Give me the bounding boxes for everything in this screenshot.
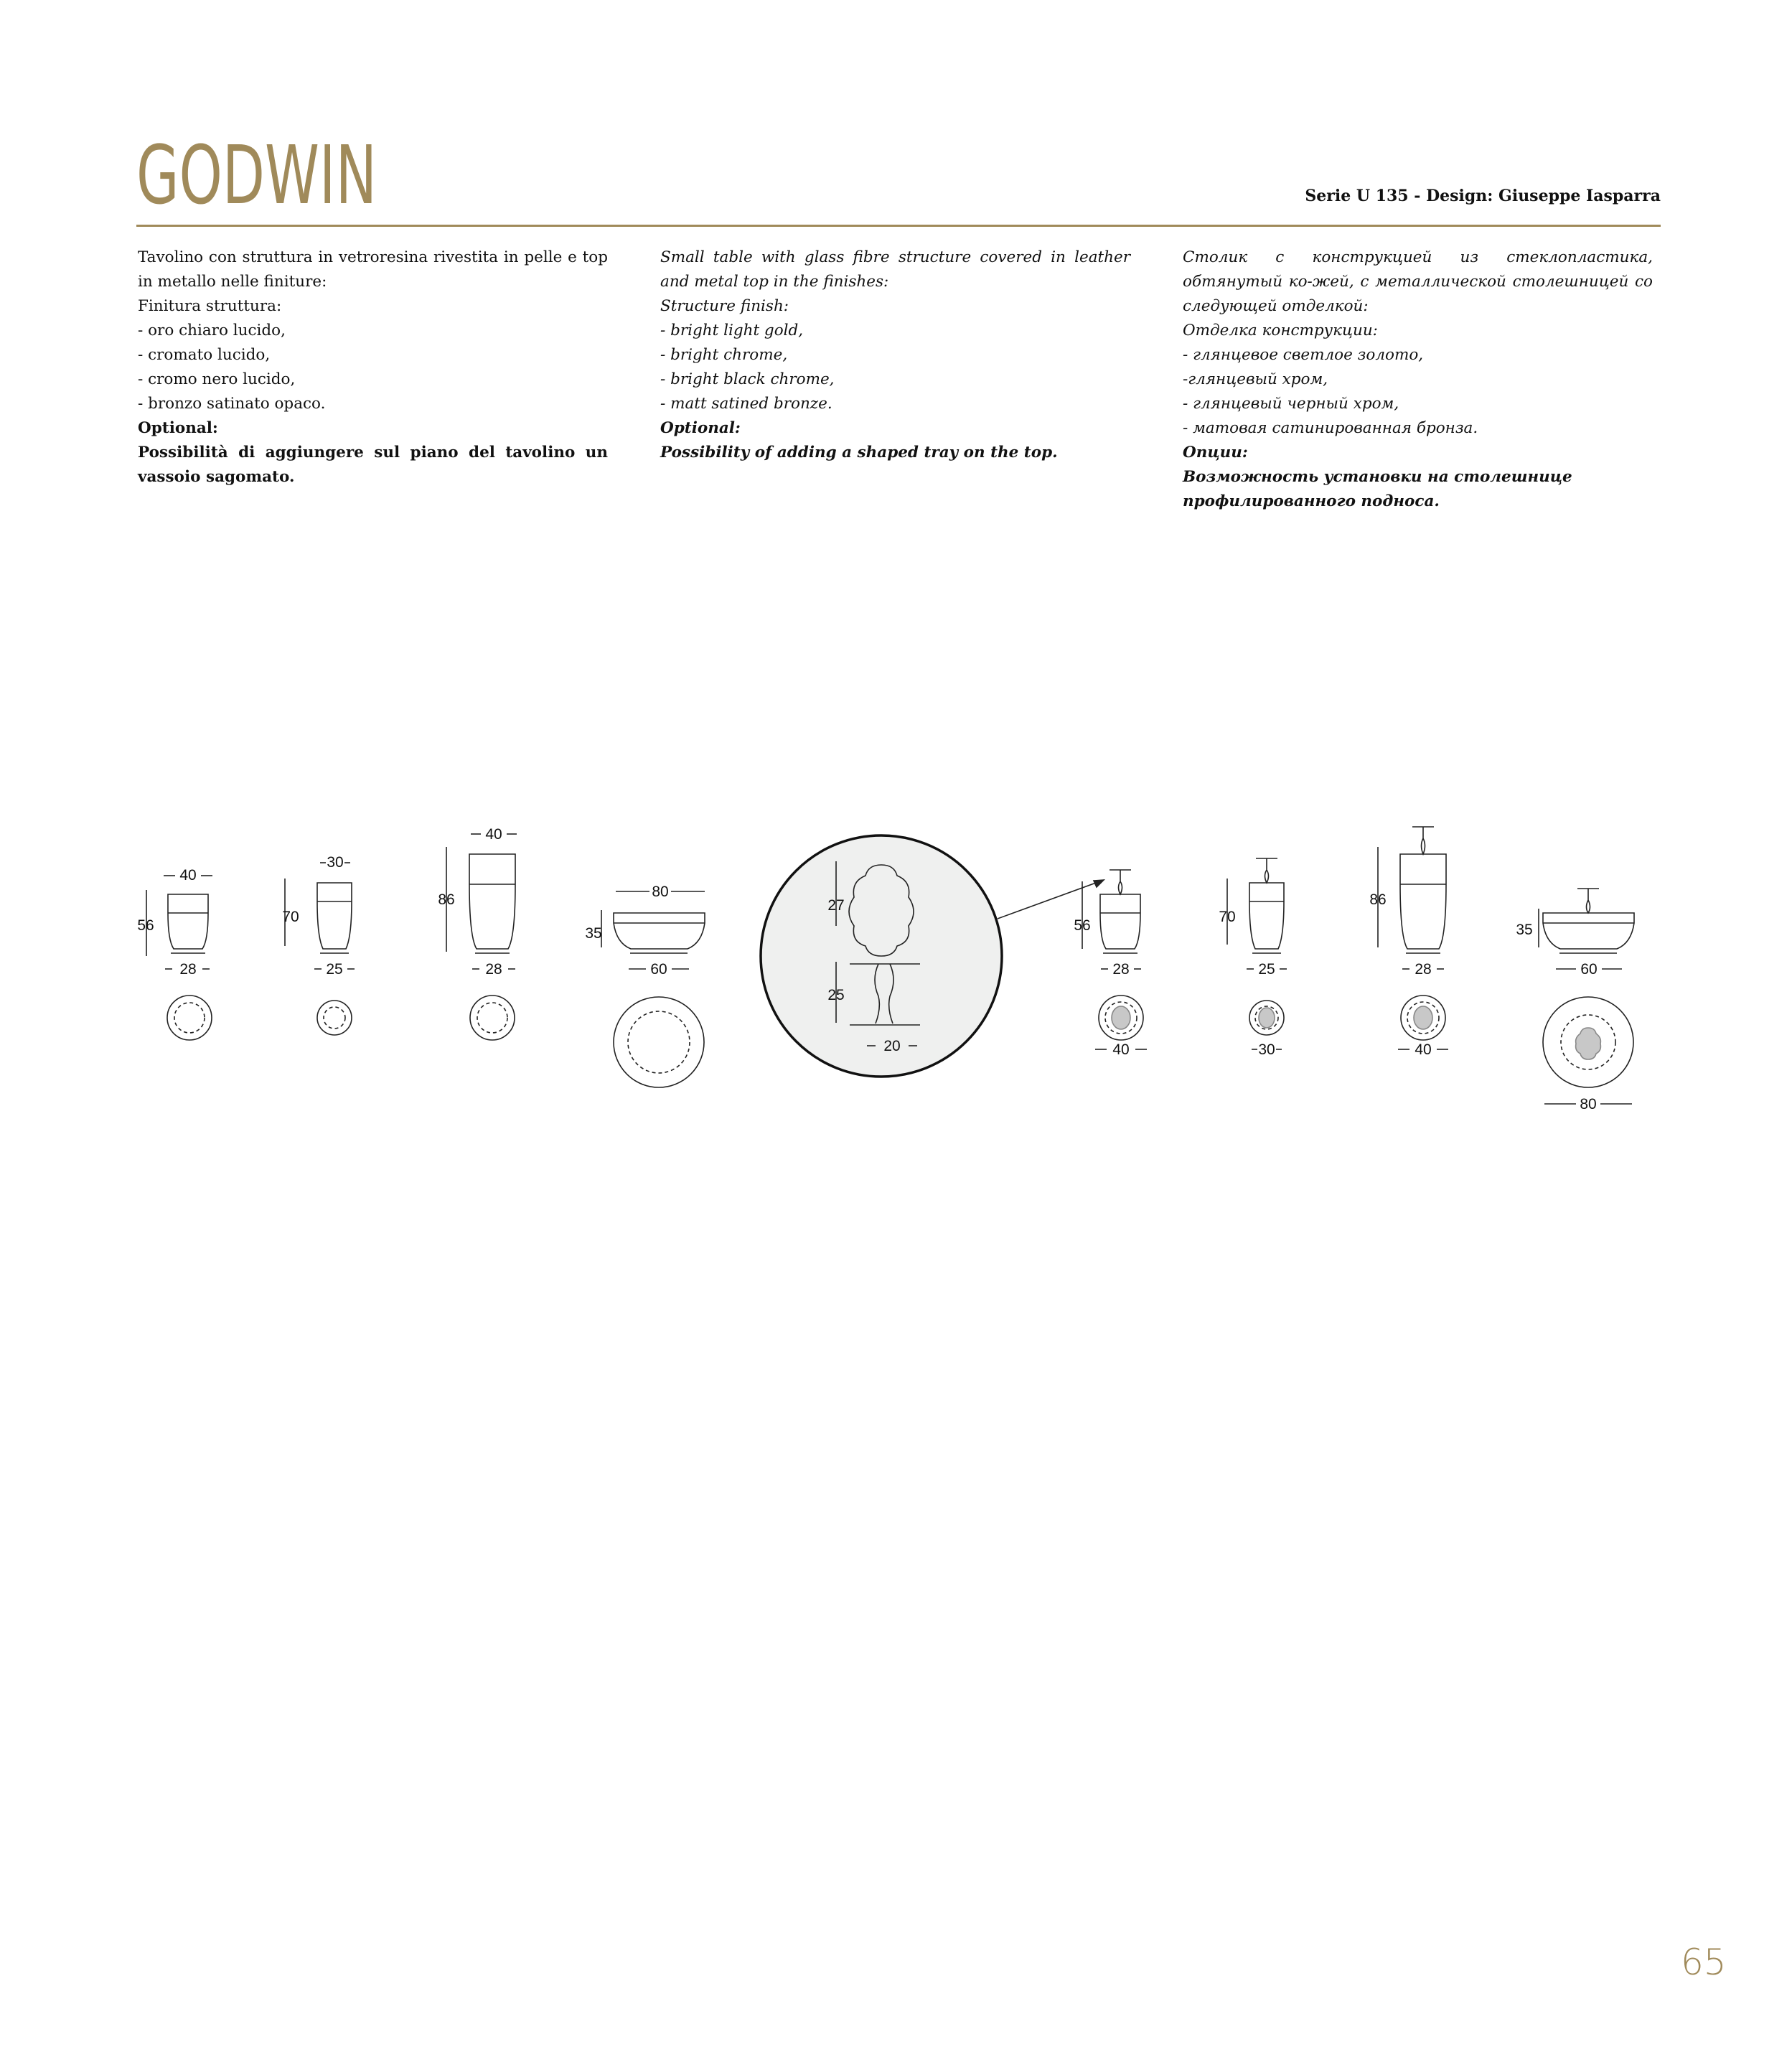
intro-text: Tavolino con struttura in vetroresina rivestita in pelle e top in metallo nelle finiture: [138,248,608,291]
dim-label: 86 [438,891,455,908]
godwin-logo [136,129,380,222]
finish-item: - matt satined bronze. [660,395,832,413]
table-86-drawing [446,834,517,1040]
finish-item: - глянцевое светлое золото, [1183,346,1424,364]
finish-item: -глянцевый хром, [1183,370,1328,388]
dim-label: 30 [1258,1041,1275,1058]
dim-label: 28 [1415,961,1432,978]
dim-label: 40 [1112,1041,1130,1058]
table-35-drawing [601,891,705,1087]
table-tray-35-drawing [1539,889,1634,1104]
finish-item: - oro chiaro lucido, [138,322,286,339]
intro-text: Столик с конструкцией из стеклопластика, обтянутый ко-жей, с металлической столешницей со следующей отделкой: [1183,248,1653,315]
table-tray-56-drawing [1082,870,1147,1049]
table-tray-86-drawing [1378,827,1448,1049]
leader-arrow [998,880,1104,919]
dim-label: 40 [1415,1041,1432,1058]
finish-title: Отделка конструкции: [1183,322,1378,339]
header-divider [136,225,1661,227]
dim-label: 70 [1219,909,1236,925]
table-70-drawing [285,863,355,1035]
tray-detail-drawing [761,835,1002,1077]
finish-title: Finitura struttura: [138,297,282,315]
serie-design-label: Serie U 135 - Design: Giuseppe Iasparra [1305,187,1661,205]
dim-label: 25 [1258,961,1275,978]
finish-item: - bronzo satinato opaco. [138,395,326,413]
finish-title: Structure finish: [660,297,789,315]
dim-label: 86 [1369,891,1387,908]
dim-label: 70 [282,909,299,925]
table-tray-70-drawing [1227,858,1287,1049]
dim-label: 40 [179,867,197,884]
finish-item: - bright light gold, [660,322,804,339]
dim-label: 20 [883,1038,901,1054]
dim-label: 60 [650,961,667,978]
dim-label: 28 [179,961,197,978]
optional-title: Optional: [660,419,741,437]
optional-title: Optional: [138,419,218,437]
description-english [660,245,1130,465]
dim-label: 56 [137,917,154,934]
intro-text: Small table with glass fibre structure covered in leather and metal top in the finishes: [660,248,1130,291]
dim-label: 27 [827,897,845,914]
logo-text: GODWIN [136,129,377,222]
page-number: 65 [1681,1941,1727,1983]
optional-text: Возможность установки на столешнице профилированного подноса. [1183,468,1572,510]
dim-label: 25 [326,961,343,978]
dim-label: 28 [485,961,502,978]
dim-label: 30 [327,854,344,871]
optional-text: Possibilità di aggiungere sul piano del tavolino un vassoio sagomato. [138,444,608,486]
dim-label: 60 [1580,961,1598,978]
dim-label: 80 [652,884,669,900]
dim-label: 35 [1516,922,1533,938]
finish-item: - cromato lucido, [138,346,271,364]
dim-label: 80 [1580,1096,1597,1112]
finish-item: - bright black chrome, [660,370,835,388]
description-russian [1183,245,1653,514]
dim-label: 28 [1112,961,1130,978]
finish-item: - cromo nero lucido, [138,370,296,388]
dim-label: 40 [485,826,502,843]
technical-drawings [0,790,1792,1134]
finish-item: - bright chrome, [660,346,788,364]
description-italian [138,245,608,490]
finish-item: - матовая сатинированная бронза. [1183,419,1478,437]
optional-title: Опции: [1183,444,1248,462]
finish-item: - глянцевый черный хром, [1183,395,1399,413]
optional-text: Possibility of adding a shaped tray on the top. [660,444,1058,462]
table-56-drawing [146,876,212,1040]
dim-label: 25 [827,987,845,1003]
dim-label: 35 [585,925,602,942]
dim-label: 56 [1074,917,1091,934]
